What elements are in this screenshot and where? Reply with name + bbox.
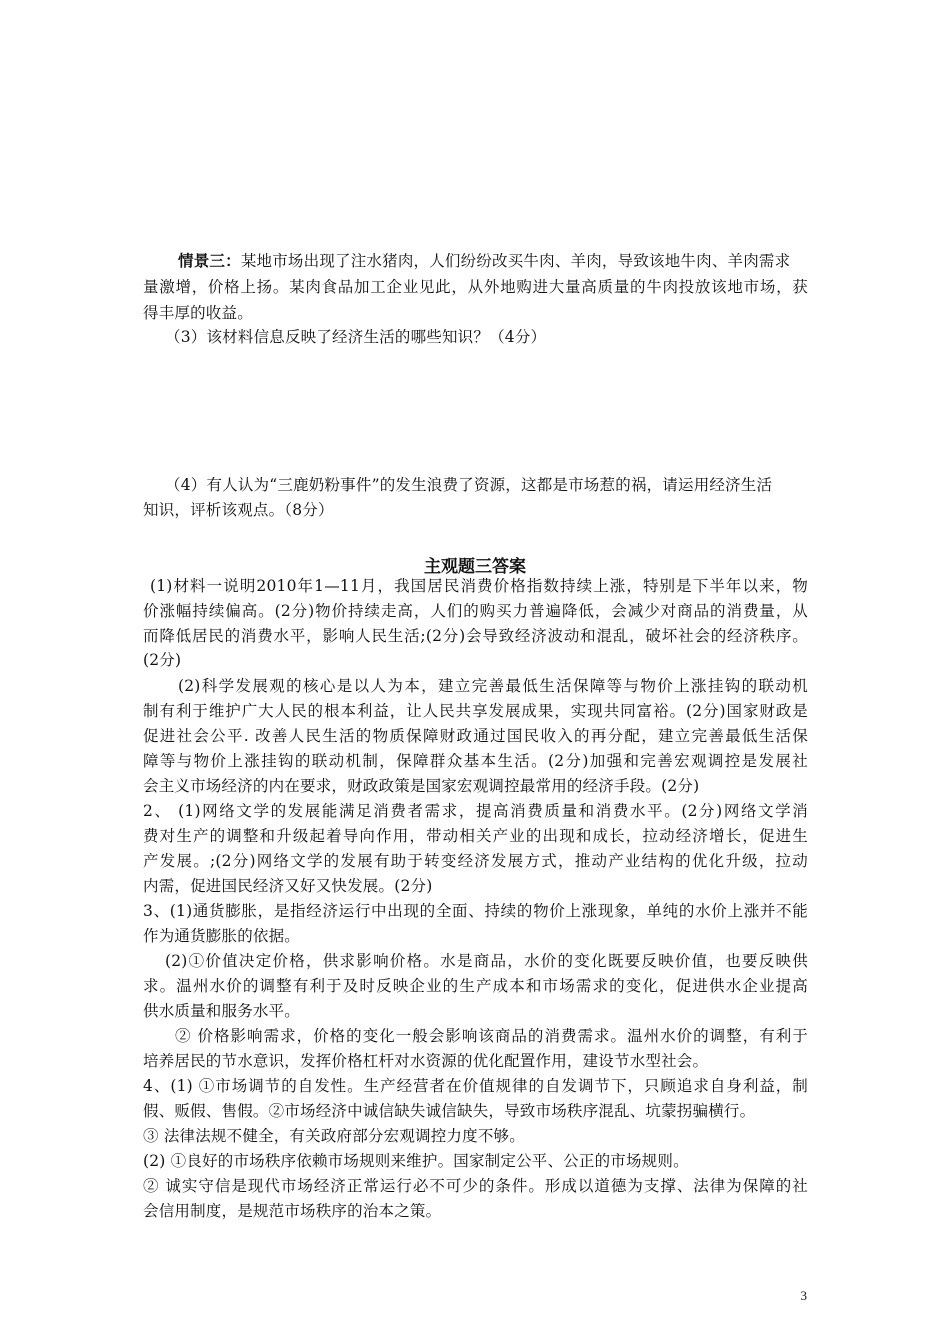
answer-line: 制有利于维护广大人民的根本利益，让人民共享发展成果，实现共同富裕。(2分)国家财政是 xyxy=(143,702,808,720)
answer-line: ② 价格影响需求，价格的变化一般会影响该商品的消费需求。温州水价的调整，有利于 xyxy=(175,1027,808,1045)
answer-line: (2) ①良好的市场秩序依赖市场规则来维护。国家制定公平、公正的市场规则。 xyxy=(143,1152,689,1170)
question-3: （3）该材料信息反映了经济生活的哪些知识？（4分） xyxy=(165,328,547,346)
answer-line: ② 诚实守信是现代市场经济正常运行必不可少的条件。形成以道德为支撑、法律为保障的社 xyxy=(143,1177,808,1195)
answer-line: 而降低居民的消费水平，影响人民生活;(2分)会导致经济波动和混乱，破坏社会的经济秩序。 xyxy=(143,627,808,645)
answer-line: 供水质量和服务水平。 xyxy=(143,1002,301,1020)
scenario3-line1 xyxy=(178,250,790,272)
scenario3-line3: 得丰厚的收益。 xyxy=(143,304,253,322)
answer-line: 求。温州水价的调整有利于及时反映企业的生产成本和市场需求的变化，促进供水企业提高 xyxy=(143,977,808,995)
answer-line: 假、贩假、售假。②市场经济中诚信缺失诚信缺失，导致市场秩序混乱、坑蒙拐骗横行。 xyxy=(143,1102,756,1120)
answer-line: 产发展。;(2分)网络文学的发展有助于转变经济发展方式，推动产业结构的优化升级，拉动 xyxy=(143,852,808,870)
answer-line: 会信用制度，是规范市场秩序的治本之策。 xyxy=(143,1202,442,1220)
answer-line: 障等与物价上涨挂钩的联动机制，保障群众基本生活。(2分)加强和完善宏观调控是发展社 xyxy=(143,752,808,770)
answer-line: 2、 (1)网络文学的发展能满足消费者需求，提高消费质量和消费水平。(2分)网络文学消 xyxy=(143,802,808,820)
question-4-line2: 知识，评析该观点。（8分） xyxy=(143,501,334,519)
answer-line: (2)科学发展观的核心是以人为本，建立完善最低生活保障等与物价上涨挂钩的联动机 xyxy=(178,677,808,695)
answer-line: ③ 法律法规不健全，有关政府部分宏观调控力度不够。 xyxy=(143,1127,525,1145)
page-number: 3 xyxy=(800,1288,807,1303)
answer-line: 内需，促进国民经济又好又快发展。(2分) xyxy=(143,877,433,895)
answer-line: (2分) xyxy=(143,651,182,669)
answer-line: 费对生产的调整和升级起着导向作用，带动相关产业的出现和成长，拉动经济增长，促进生 xyxy=(143,827,808,845)
answer-line: 3、(1)通货膨胀，是指经济运行中出现的全面、持续的物价上涨现象，单纯的水价上涨并不能 xyxy=(143,902,808,920)
answer-line: 作为通货膨胀的依据。 xyxy=(143,927,301,945)
answer-title: 主观题三答案 xyxy=(424,557,526,577)
answer-line: 价涨幅持续偏高。(2分)物价持续走高，人们的购买力普遍降低，会减少对商品的消费量，从 xyxy=(143,602,808,620)
answer-line: (1)材料一说明2010年1—11月，我国居民消费价格指数持续上涨，特别是下半年以来，物 xyxy=(150,577,808,595)
scenario3-line2: 量激增，价格上扬。某肉食品加工企业见此，从外地购进大量高质量的牛肉投放该地市场，获 xyxy=(143,278,808,296)
scenario3-label: 情景三： xyxy=(178,251,241,270)
answer-line: 促进社会公平. 改善人民生活的物质保障财政通过国民收入的再分配，建立完善最低生活保 xyxy=(143,727,808,745)
answer-line: 会主义市场经济的内在要求，财政政策是国家宏观调控最常用的经济手段。(2分) xyxy=(143,777,700,795)
question-4-line1: （4）有人认为“三鹿奶粉事件”的发生浪费了资源，这都是市场惹的祸，请运用经济生活 xyxy=(165,476,773,494)
scenario3-text: 某地市场出现了注水猪肉，人们纷纷改买牛肉、羊肉，导致该地牛肉、羊肉需求 xyxy=(240,252,791,270)
answer-line: 4、(1) ①市场调节的自发性。生产经营者在价值规律的自发调节下，只顾追求自身利益，制 xyxy=(143,1077,808,1095)
answer-line: (2)①价值决定价格，供求影响价格。水是商品，水价的变化既要反映价值，也要反映供 xyxy=(165,952,808,970)
answer-line: 培养居民的节水意识，发挥价格杠杆对水资源的优化配置作用，建设节水型社会。 xyxy=(143,1052,709,1070)
